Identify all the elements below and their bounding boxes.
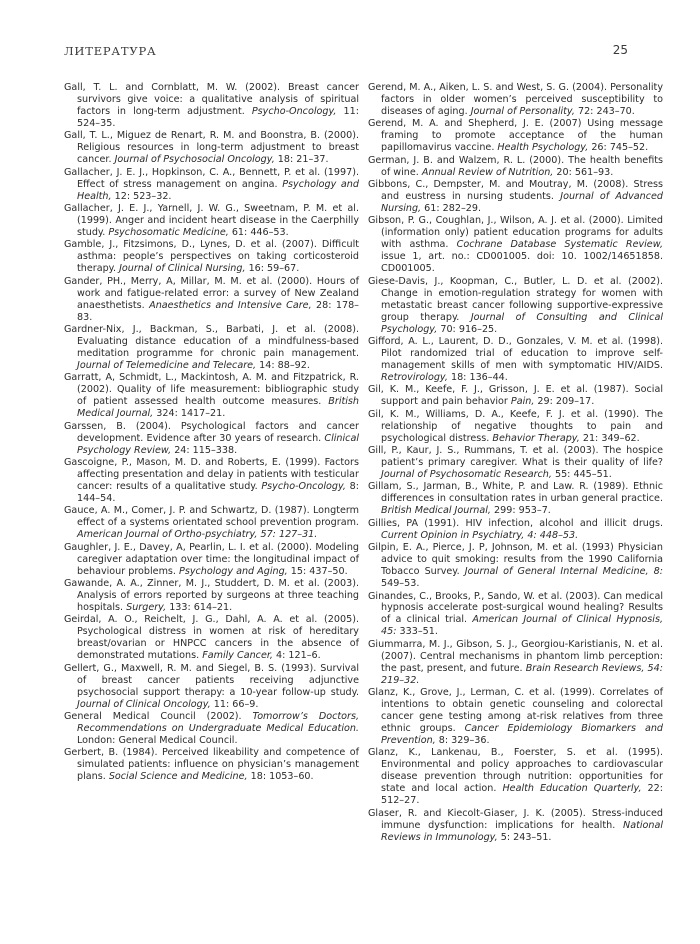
reference-tail: 18: 1053–60. (247, 771, 314, 783)
reference-journal: Journal of Clinical Oncology, (77, 698, 211, 710)
reference-journal: Behavior Therapy, (492, 432, 580, 444)
reference-tail: 18: 136–44. (447, 371, 508, 383)
reference-journal: Brain Research Reviews, 54: 219–32. (381, 662, 663, 686)
reference-entry (64, 578, 359, 614)
reference-tail: 15: 437–50. (287, 565, 348, 577)
reference-journal: Anaesthetics and Intensive Care, (149, 299, 312, 311)
reference-journal: Psychology and Health, (77, 178, 359, 202)
references-column-left (64, 82, 359, 784)
reference-text: Glanz, K., Grove, J., Lerman, C. et al. (1999). Correlates of intentions to obtain genetic counseling and colorectal cancer gene testing among at-risk relatives from three ethnic groups. (368, 687, 663, 735)
reference-entry (64, 457, 359, 505)
reference-entry (368, 179, 663, 215)
reference-journal: Journal of Psychosocial Oncology, (114, 154, 275, 166)
reference-journal: Psycho-Oncology, (261, 480, 346, 492)
reference-text: Giese-Davis, J., Koopman, C., Butler, L. D. et al. (2002). Change in emotion-regulation strategy for women with metastatic breast cancer following supportive-expressive group therapy. (368, 275, 663, 323)
reference-entry (64, 747, 359, 783)
reference-entry (64, 372, 359, 420)
reference-text: Ginandes, C., Brooks, P., Sando, W. et al. (2003). Can medical hypnosis accelerate post-surgical wound healing? Results of a clinical trial. (368, 590, 663, 626)
reference-entry (368, 481, 663, 517)
page-number: 25 (612, 43, 628, 57)
page-header (64, 44, 628, 60)
reference-entry (64, 614, 359, 662)
reference-text: Giummarra, M. J., Gibson, S. J., Georgiou-Karistianis, N. et al. (2007). Central mechanisms in phantom limb perception: the past, present, and future. (368, 638, 663, 674)
reference-tail: 18: 21–37. (274, 154, 329, 166)
reference-text: Gardner-Nix, J., Backman, S., Barbati, J. et al. (2008). Evaluating distance education of a mindfulness-based meditation programme for chronic pain management. (64, 324, 359, 359)
reference-journal: Journal of Psychosomatic Research, (381, 469, 552, 480)
reference-text: Gander, PH., Merry, A, Millar, M. M. et al. (2000). Hours of work and fatigue-related error: a survey of New Zealand anaesthetists. (64, 275, 359, 311)
reference-text: Glaser, R. and Kiecolt-Giaser, J. K. (2005). Stress-induced immune dysfunction: implications for health. (368, 807, 663, 831)
reference-entry (368, 518, 663, 542)
reference-text: Gallacher, J. E. J., Hopkinson, C. A., Bennett, P. et al. (1997). Effect of stress management on angina. (64, 166, 359, 190)
reference-entry (368, 409, 663, 445)
reference-journal: Surgery, (126, 601, 167, 613)
reference-journal: Family Cancer, (202, 650, 273, 662)
reference-tail: 324: 1417–21. (153, 408, 226, 420)
reference-journal: Annual Review of Nutrition, (421, 166, 554, 178)
reference-entry (368, 445, 663, 481)
reference-journal: Psychosomatic Medicine, (108, 226, 229, 238)
reference-journal: Psychology and Aging, (179, 565, 288, 577)
reference-entry (64, 239, 359, 275)
reference-text: Gerend, M. A. and Shepherd, J. E. (2007) Using message framing to promote acceptance of the human papillomavirus vaccine. (368, 118, 663, 154)
reference-text: Gauce, A. M., Comer, J. P. and Schwartz, D. (1987). Longterm effect of a systems orientated school prevention program. (64, 505, 359, 529)
reference-tail: 61: 282–29. (421, 203, 481, 215)
reference-tail: 5: 243–51. (497, 831, 552, 843)
reference-journal: British Medical Journal, (77, 396, 359, 420)
reference-text: Gil, K. M., Williams, D. A., Keefe, F. J. et al. (1990). The relationship of negative thoughts to pain and psychological distress. (368, 408, 663, 444)
reference-tail: 24: 115–338. (171, 444, 238, 456)
reference-text: Gallacher, J. E. J., Yarnell, J. W. G., Sweetnam, P. M. et al. (1999). Anger and incident heart disease in the Caerphilly study. (64, 203, 359, 238)
reference-journal: Journal of Consulting and Clinical Psychology, (381, 311, 663, 335)
reference-tail: 28: 178–83. (77, 299, 359, 323)
reference-tail: 29: 209–17. (534, 396, 595, 408)
reference-tail: 11: 524–35. (77, 105, 359, 129)
reference-entry (368, 639, 663, 687)
reference-text: Gawande, A. A., Zinner, M. J., Studdert, D. M. et al. (2003). Analysis of errors reported by surgeons at three teaching hospitals. (64, 578, 359, 613)
reference-text: Gerend, M. A., Aiken, L. S. and West, S. G. (2004). Personality factors in older women’s perceived susceptibility to diseases of aging. (368, 82, 663, 117)
reference-entry (368, 384, 663, 408)
reference-journal: Tomorrow’s Doctors, Recommendations on Undergraduate Medical Education. (77, 711, 359, 735)
reference-journal: Cochrane Database Systematic Review, (456, 239, 663, 251)
reference-tail: 20: 561–93. (553, 166, 614, 178)
reference-tail: 26: 745–52. (588, 142, 649, 154)
reference-text: Garssen, B. (2004). Psychological factors and cancer development. Evidence after 30 years of research. (64, 420, 359, 444)
reference-entry (368, 591, 663, 639)
reference-text: Gillam, S., Jarman, B., White, P. and Law. R. (1989). Ethnic differences in consultation rates in urban general practice. (368, 481, 663, 505)
reference-text: Gibbons, C., Dempster, M. and Moutray, M. (2008). Stress and eustress in nursing students. (368, 179, 663, 203)
reference-text: Gifford, A. L., Laurent, D. D., Gonzales, V. M. et al. (1998). Pilot randomized trial of education to improve self-management skills of men with symptomatic HIV/AIDS. (368, 336, 663, 371)
reference-entry (64, 505, 359, 541)
reference-text: German, J. B. and Walzem, R. L. (2000). The health benefits of wine. (368, 154, 663, 178)
reference-entry (64, 324, 359, 372)
reference-tail: 299: 953–7. (490, 505, 551, 517)
reference-tail: 72: 243–70. (574, 105, 635, 117)
reference-text: Gascoigne, P., Mason, M. D. and Roberts, E. (1999). Factors affecting presentation and delay in patients with testicular cancer: results of a qualitative study. (64, 457, 359, 492)
reference-entry (368, 276, 663, 336)
reference-entry (368, 82, 663, 118)
reference-journal: Retrovirology, (381, 371, 448, 383)
reference-entry (368, 118, 663, 154)
reference-entry (368, 687, 663, 747)
reference-tail: 549–53. (381, 578, 420, 590)
reference-text: Gill, P., Kaur, J. S., Rummans, T. et al. (2003). The hospice patient’s primary caregiver. What is their quality of life? (368, 445, 663, 469)
reference-tail: 11: 66–9. (210, 698, 259, 710)
reference-journal: Current Opinion in Psychiatry, 4: 448–53. (381, 529, 579, 541)
reference-tail: 21: 349–62. (579, 432, 640, 444)
reference-text: Garratt, A, Schmidt, L., Mackintosh, A. M. and Fitzpatrick, R. (2002). Quality of life measurement: bibliographic study of patient assessed health outcome measures. (64, 372, 359, 408)
reference-journal: Journal of Telemedicine and Telecare, (77, 359, 257, 371)
reference-entry (64, 542, 359, 578)
reference-entry (64, 167, 359, 203)
reference-journal: Clinical Psychology Review, (77, 432, 359, 456)
reference-journal: Psycho-Oncology, (251, 105, 337, 117)
reference-text: General Medical Council (2002). (64, 711, 253, 723)
reference-journal: Health Education Quarterly, (502, 783, 642, 795)
reference-tail: 16: 59–67. (245, 263, 300, 275)
reference-entry (64, 82, 359, 130)
reference-text: Gerbert, B. (1984). Perceived likeability and competence of simulated patients: influence on physician’s management plans. (64, 747, 359, 783)
reference-text: Gall, T. L., Miguez de Renart, R. M. and Boonstra, B. (2000). Religious resources in long-term adjustment to breast cancer. (64, 130, 359, 166)
reference-journal: Journal of General Internal Medicine, 8: (464, 566, 663, 578)
reference-entry (64, 421, 359, 457)
reference-tail: 12: 523–32. (111, 190, 172, 202)
reference-entry (64, 203, 359, 239)
reference-tail: 4: 121–6. (272, 650, 321, 662)
reference-tail: 70: 916–25. (437, 323, 498, 335)
reference-entry (64, 663, 359, 711)
reference-entry (64, 276, 359, 324)
reference-tail: 61: 446–53. (228, 226, 289, 238)
reference-tail: 333–51. (396, 626, 438, 638)
reference-text: Gil, K. M., Keefe, F. J., Grisson, J. E. et al. (1987). Social support and pain behavior (368, 384, 663, 408)
reference-journal: Health Psychology, (497, 142, 589, 154)
reference-tail: 8: 329–36. (435, 734, 490, 746)
reference-text: Gilpin, E. A., Pierce, J. P, Johnson, M. et al. (1993) Physician advice to quit smoking: results from the 1990 California Tobacco Survey. (368, 542, 663, 578)
reference-tail: 133: 614–21. (166, 601, 233, 613)
reference-entry (64, 711, 359, 747)
reference-journal: American Journal of Ortho-psychiatry, 57: 127–31. (77, 529, 318, 541)
reference-journal: Pain, (510, 396, 535, 408)
reference-tail: London: General Medical Council. (77, 734, 238, 746)
reference-text: Gibson, P. G., Coughlan, J., Wilson, A. J. et al. (2000). Limited (information only) patient education programs for adults with asthma. (368, 215, 663, 251)
reference-entry (368, 747, 663, 807)
reference-journal: Journal of Personality, (470, 105, 575, 117)
reference-entry (368, 215, 663, 275)
reference-entry (368, 336, 663, 384)
reference-text: Gillies, PA (1991). HIV infection, alcohol and illicit drugs. (368, 517, 663, 529)
reference-journal: Journal of Clinical Nursing, (119, 263, 246, 275)
reference-text: Glanz, K., Lankenau, B., Foerster, S. et al. (1995). Environmental and policy approaches to cardiovascular disease prevention through nutrition: opportunities for state and local action. (368, 747, 663, 795)
reference-journal: Journal of Advanced Nursing, (381, 191, 663, 215)
reference-journal: Cancer Epidemiology Biomarkers and Prevention, (381, 723, 664, 746)
reference-tail: 8: 144–54. (77, 480, 359, 504)
reference-journal: British Medical Journal, (381, 505, 491, 517)
reference-tail: issue 1, art. no.: CD001005. doi: 10. 1002/14651858. CD001005. (381, 251, 663, 275)
reference-text: Geirdal, A. O., Reichelt, J. G., Dahl, A. A. et al. (2005). Psychological distress in women at risk of hereditary breast/ovarian or HNPCC cancers in the absence of demonstrated mutations. (64, 614, 359, 662)
reference-tail: 55: 445–51. (551, 469, 612, 480)
reference-tail: 22: 512–27. (381, 783, 663, 807)
reference-entry (64, 130, 359, 166)
reference-text: Gall, T. L. and Cornblatt, M. W. (2002). Breast cancer survivors give voice: a qualitative analysis of spiritual factors in long-term adjustment. (64, 82, 359, 117)
reference-journal: National Reviews in Immunology, (381, 819, 663, 843)
reference-journal: Social Science and Medicine, (108, 771, 248, 783)
reference-text: Gaughler, J. E., Davey, A, Pearlin, L. I. et al. (2000). Modeling caregiver adaptation over time: the longitudinal impact of behaviour problems. (64, 541, 359, 577)
running-head: ЛИТЕРАТУРА (64, 44, 157, 58)
reference-entry (368, 542, 663, 590)
reference-entry (368, 808, 663, 844)
reference-text: Gellert, G., Maxwell, R. M. and Siegel, B. S. (1993). Survival of breast cancer patients receiving adjunctive psychosocial support therapy: a 10-year follow-up study. (64, 662, 359, 698)
reference-tail: 14: 88–92. (256, 359, 310, 371)
reference-entry (368, 155, 663, 179)
reference-text: Gamble, J., Fitzsimons, D., Lynes, D. et al. (2007). Difficult asthma: people’s perspectives on taking corticosteroid therapy. (64, 239, 359, 275)
reference-journal: American Journal of Clinical Hypnosis, 45: (381, 614, 663, 638)
references-column-right (368, 82, 663, 844)
